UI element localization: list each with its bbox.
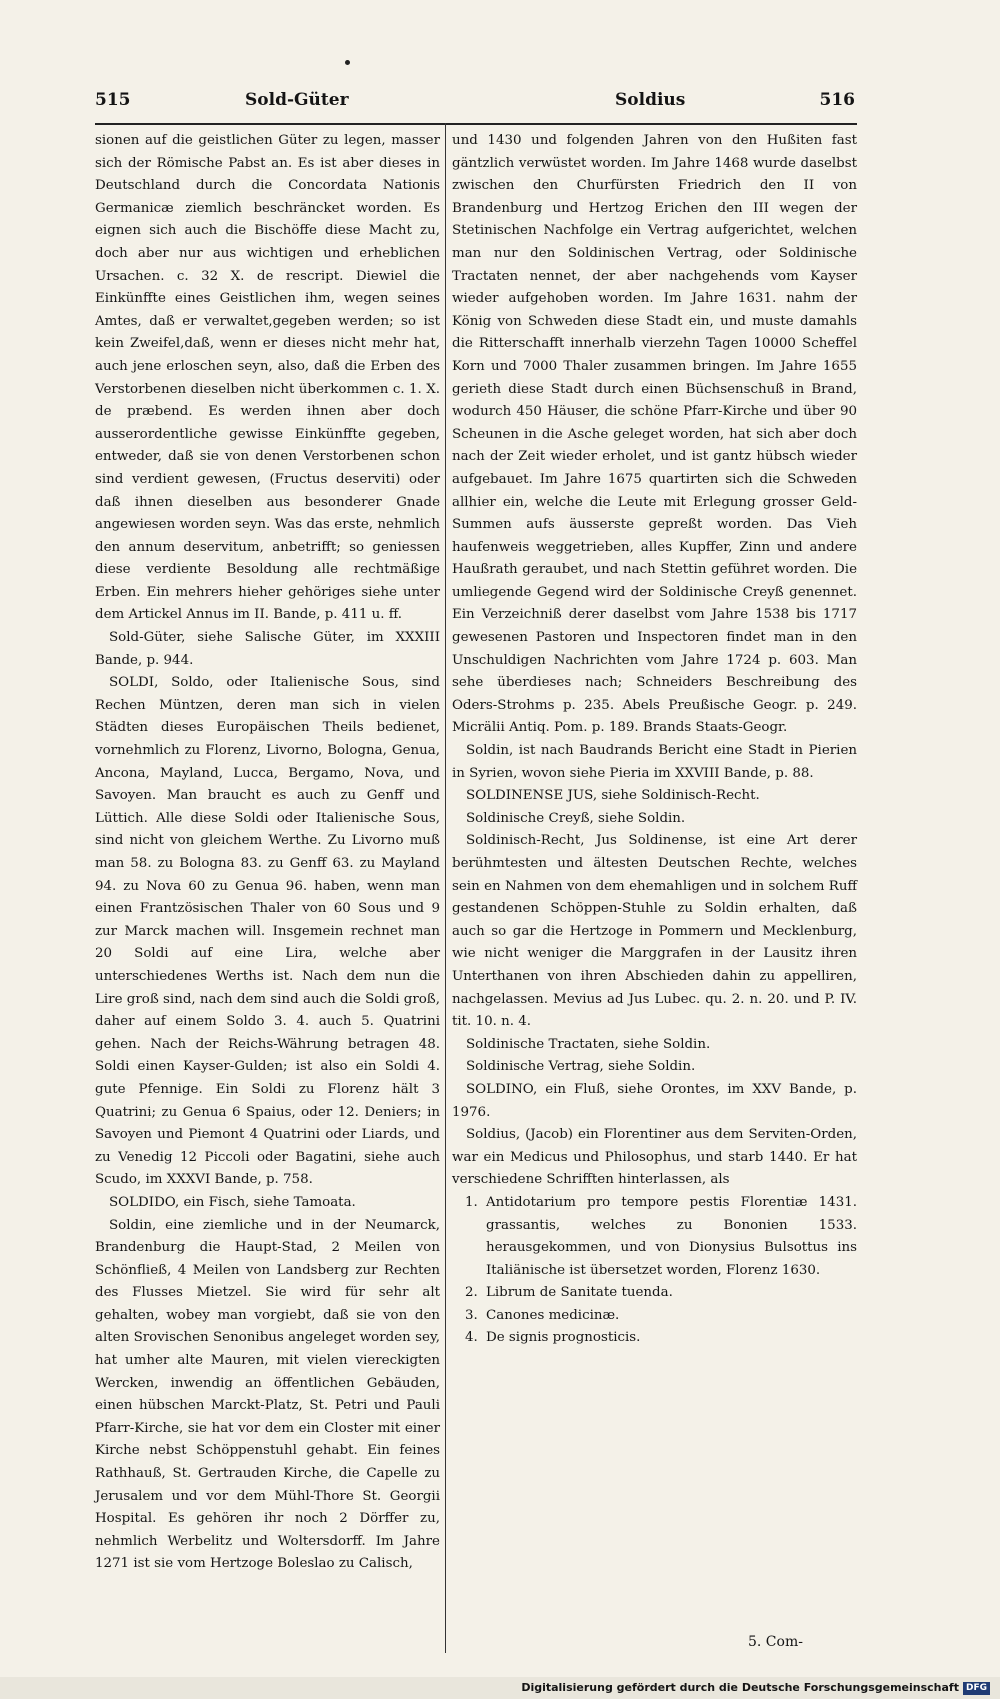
list-item: 4. De signis prognosticis. <box>482 1327 857 1350</box>
entry-soldinische-vertrag: Soldinische Vertrag, siehe Soldin. <box>466 1059 696 1075</box>
column-divider <box>445 123 446 1653</box>
works-list <box>452 1192 857 1350</box>
page-number-right: 516 <box>819 90 855 110</box>
list-item: 2. Librum de Sanitate tuenda. <box>482 1282 857 1305</box>
entry-soldinisch-recht: Soldinisch-Recht, Jus Soldinense, ist eine Art derer berühmtesten und ältesten Deutschen Rechte, welches sein en Nahmen von dem ehemahligen und in solchem Ruff gestandenen Schöppen-Stuhle zu Soldin erhalten, daß auch so gar die Hertzoge in Pommern und Mecklenburg, wie nicht weniger die Marggrafen in der Lausitz ihren Unterthanen von ihren Abschieden dahin zu appelliren, nachgelassen. Mevius ad Jus Lubec. qu. 2. n. 20. und P. IV. tit. 10. n. 4. <box>452 833 857 1030</box>
entry-soldido: SOLDIDO, ein Fisch, siehe Tamoata. <box>109 1194 356 1210</box>
dfg-logo: DFG <box>963 1682 990 1695</box>
entry-sold-gueter: Sold-Güter, siehe Salische Güter, im XXXIII Bande, p. 944. <box>95 630 440 668</box>
entry-soldin-syria: Soldin, ist nach Baudrands Bericht eine Stadt in Pierien in Syrien, wovon siehe Pieria im XXVIII Bande, p. 88. <box>452 743 857 781</box>
catchword: 5. Com- <box>748 1634 803 1650</box>
entry-soldius: Soldius, (Jacob) ein Florentiner aus dem Serviten-Orden, war ein Medicus und Philosophus, und starb 1440. Er hat verschiedene Schrifften hinterlassen, als <box>452 1127 857 1188</box>
running-header <box>95 90 855 120</box>
entry-soldi: SOLDI, Soldo, oder Italienische Sous, sind Rechen Müntzen, deren man sich in vielen Städten dieses Europäischen Theils bedienet, vornehmlich zu Florenz, Livorno, Bologna, Genua, Ancona, Mayland, Lucca, Bergamo, Nova, und Savoyen. Man braucht es auch zu Genff und Lüttich. Alle diese Soldi oder Italienische Sous, sind nicht von gleichem Werthe. Zu Livorno muß man 58. zu Bologna 83. zu Genff 63. zu Mayland 94. zu Nova 60 zu Genua 96. haben, wenn man einen Frantzösischen Thaler von 60 Sous und 9 zur Marck machen will. Insgemein rechnet man 20 Soldi auf eine Lira, welche aber unterschiedenes Werths ist. Nach dem nun die Lire groß sind, nach dem sind auch die Soldi groß, daher auf einem Soldo 3. 4. auch 5. Quatrini gehen. Nach der Reichs-Währung betragen 48. Soldi einen Kayser-Gulden; ist also ein Soldi 4. gute Pfennige. Ein Soldi zu Florenz hält 3 Quatrini; zu Genua 6 Spaius, oder 12. Deniers; in Savoyen und Piemont 4 Quatrini oder Liards, und zu Venedig 12 Piccoli oder Bagatini, siehe auch Scudo, im XXXVI Bande, p. 758. <box>95 675 440 1188</box>
entry-soldino: SOLDINO, ein Fluß, siehe Orontes, im XXV Bande, p. 1976. <box>452 1081 857 1120</box>
entry-soldin-town: Soldin, eine ziemliche und in der Neumarck, Brandenburg die Haupt-Stad, 2 Meilen von Schönfließ, 4 Meilen von Landsberg zur Rechten des Flusses Mietzel. Sie wird für sehr alt gehalten, wobey man vorgiebt, daß sie von den alten Srovischen Senonibus angeleget worden sey, hat umher alte Mauren, mit vielen viereckigten Wercken, inwendig an öffentlichen Gebäuden, einen hübschen Marckt-Platz, St. Petri und Pauli Pfarr-Kirche, sie hat vor dem ein Closter mit einer Kirche nebst Schöppenstuhl gehabt. Ein feines Rathhauß, St. Gertrauden Kirche, die Capelle zu Jerusalem und vor dem Mühl-Thore St. Georgii Hospital. Es gehören ihr noch 2 Dörffer zu, nehmlich Werbelitz und Woltersdorff. Im Jahre 1271 ist sie vom Hertzoge Boleslao zu Calisch, <box>95 1217 440 1572</box>
footer-text: Digitalisierung gefördert durch die Deutsche Forschungsgemeinschaft <box>521 1681 959 1694</box>
list-item: 1. Antidotarium pro tempore pestis Florentiæ 1431. grassantis, welches zu Bononien 1533. herausgekommen, und von Dionysius Bulsottus ins Italiänische ist übersetzet worden, Florenz 1630. <box>482 1192 857 1282</box>
left-column <box>95 130 440 1576</box>
list-item: 3. Canones medicinæ. <box>482 1305 857 1328</box>
header-title-left: Sold-Güter <box>245 90 349 110</box>
digitization-footer <box>0 1677 1000 1699</box>
page-number-left: 515 <box>95 90 131 110</box>
right-column <box>452 130 857 1350</box>
entry-soldinense-jus: SOLDINENSE JUS, siehe Soldinisch-Recht. <box>466 788 760 804</box>
header-title-right: Soldius <box>615 90 686 110</box>
entry-continuation: sionen auf die geistlichen Güter zu legen, masser sich der Römische Pabst an. Es ist aber dieses in Deutschland durch die Concordata Nationis Germanicæ ziemlich beschräncket worden. Es eignen sich auch die Bischöffe diese Macht zu, doch aber nur aus wichtigen und erheblichen Ursachen. c. 32 X. de rescript. Diewiel die Einkünffte eines Geistlichen ihm, wegen seines Amtes, daß er verwaltet,gegeben werden; so ist kein Zweifel,daß, wenn er dieses nicht mehr hat, auch jene erloschen seyn, also, daß die Erben des Verstorbenen dieselben nicht überkommen c. 1. X. de præbend. Es werden ihnen aber doch ausserordentliche gewisse Einkünffte gegeben, entweder, daß sie von denen Verstorbenen schon sind verdient gewesen, (Fructus deserviti) oder daß ihnen dieselben aus besonderer Gnade angewiesen worden seyn. Was das erste, nehmlich den annum deservitum, anbetrifft; so geniessen diese verdiente Besoldung alle rechtmäßige Erben. Ein mehrers hieher gehöriges siehe unter dem Artickel Annus im II. Bande, p. 411 u. ff. <box>95 133 440 623</box>
ink-dot <box>345 60 350 65</box>
header-rule <box>95 123 857 125</box>
entry-soldin-continuation: und 1430 und folgenden Jahren von den Hußiten fast gäntzlich verwüstet worden. Im Jahre 1468 wurde daselbst zwischen den Churfürsten Friedrich den II von Brandenburg und Hertzog Erichen den III wegen der Stetinischen Nachfolge ein Vertrag aufgerichtet, welchen man nur den Soldinischen Vertrag, oder Soldinische Tractaten nennet, der aber nachgehends vom Kayser wieder aufgehoben worden. Im Jahre 1631. nahm der König von Schweden diese Stadt ein, und muste damahls die Ritterschafft innerhalb vierzehn Tagen 10000 Scheffel Korn und 7000 Thaler zusammen bringen. Im Jahre 1655 gerieth diese Stadt durch einen Büchsenschuß in Brand, wodurch 450 Häuser, die schöne Pfarr-Kirche und über 90 Scheunen in die Asche geleget worden, hat sich aber doch nach der Zeit wieder erholet, und ist gantz hübsch wieder aufgebauet. Im Jahre 1675 quartirten sich die Schweden allhier ein, welche die Leute mit Erlegung grosser Geld-Summen aufs äusserste gepreßt worden. Das Vieh haufenweis weggetrieben, alles Kupffer, Zinn und andere Haußrath geraubet, und nach Stettin geführet worden. Die umliegende Gegend wird der Soldinische Creyß genennet. Ein Verzeichniß derer daselbst vom Jahre 1538 bis 1717 gewesenen Pastoren und Inspectoren findet man in den Unschuldigen Nachrichten vom Jahre 1724 p. 603. Man sehe überdieses nach; Schneiders Beschreibung des Oders-Strohms p. 235. Abels Preußische Geogr. p. 249. Micrälii Antiq. Pom. p. 189. Brands Staats-Geogr. <box>452 133 857 736</box>
entry-soldinische-tractaten: Soldinische Tractaten, siehe Soldin. <box>466 1036 711 1052</box>
entry-soldinische-creyss: Soldinische Creyß, siehe Soldin. <box>466 810 686 826</box>
